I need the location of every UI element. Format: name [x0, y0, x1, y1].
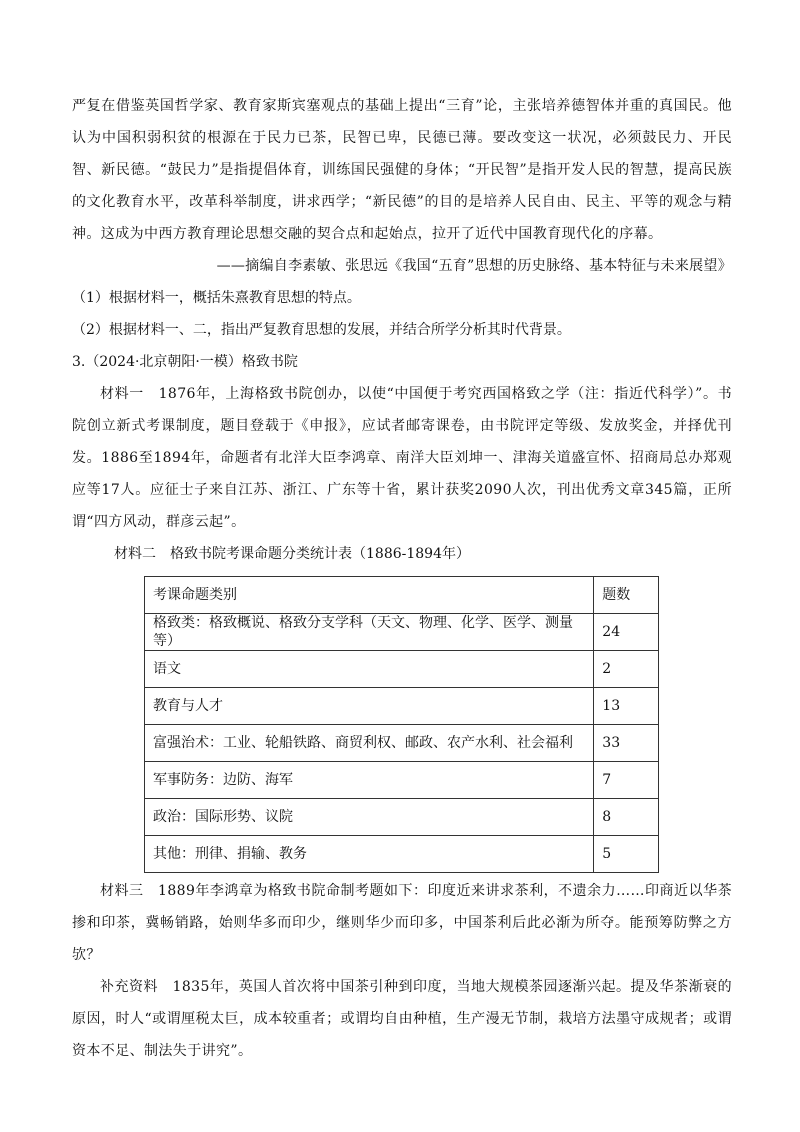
table-header-count: 题数	[594, 577, 659, 614]
table-cell-category: 其他：刑律、捐输、教务	[145, 836, 594, 873]
document-body	[72, 90, 732, 1067]
table-cell-category: 语文	[145, 651, 594, 688]
table-cell-category: 教育与人才	[145, 688, 594, 725]
table-row	[145, 836, 659, 873]
exam-topics-table	[144, 576, 659, 873]
table-cell-count: 2	[594, 651, 659, 688]
table-cell-category: 政治：国际形势、议院	[145, 799, 594, 836]
table-cell-count: 8	[594, 799, 659, 836]
table-header-category: 考课命题类别	[145, 577, 594, 614]
source-citation: ——摘编自李素敏、张思远《我国“五育”思想的历史脉络、基本特征与未来展望》	[216, 258, 732, 274]
table-cell-count: 33	[594, 725, 659, 762]
table-header-row	[145, 577, 659, 614]
table-row	[145, 762, 659, 799]
table-cell-count: 7	[594, 762, 659, 799]
question-1: （1）根据材料一，概括朱熹教育思想的特点。	[72, 290, 361, 306]
table-row	[145, 688, 659, 725]
material-1-paragraph: 材料一 1876年，上海格致书院创办，以使“中国便于考究西国格致之学（注：指近代科学）”。书院创立新式考课制度，题目登载于《申报》，应试者邮寄课卷，由书院评定等级、发放奖金，并择优刊发。1886至1894年，命题者有北洋大臣李鸿章、南洋大臣刘坤一、津海关道盛宣怀、招商局总办郑观应等17人。应征士子来自江苏、浙江、广东等十省，累计获奖2090人次，刊出优秀文章345篇，正所谓“四方风动，群彦云起”。	[72, 386, 732, 530]
table-row	[145, 614, 659, 651]
material-3-paragraph: 材料三 1889年李鸿章为格致书院命制考题如下：印度近来讲求茶利，不遗余力……印商近以华茶掺和印茶，冀畅销路，始则华多而印少，继则华少而印多，中国茶利后此必渐为所夺。能预筹防弊之方欤？	[72, 883, 732, 963]
table-row	[145, 799, 659, 836]
intro-paragraph: 严复在借鉴英国哲学家、教育家斯宾塞观点的基础上提出“三育”论，主张培养德智体并重的真国民。他认为中国积弱积贫的根源在于民力已茶，民智已卑，民德已薄。要改变这一状况，必须鼓民力、开民智、新民德。“鼓民力”是指提倡体育，训练国民强健的身体；“开民智”是指开发人民的智慧，提高民族的文化教育水平，改革科举制度，讲求西学；“新民德”的目的是培养人民自由、民主、平等的观念与精神。这成为中西方教育理论思想交融的契合点和起始点，拉开了近代中国教育现代化的序幕。	[72, 98, 732, 242]
material-2-title: 材料二 格致书院考课命题分类统计表（1886-1894年）	[114, 546, 470, 562]
question-2: （2）根据材料一、二，指出严复教育思想的发展，并结合所学分析其时代背景。	[72, 322, 571, 338]
supplement-paragraph: 补充资料 1835年，英国人首次将中国茶引种到印度，当地大规模茶园逐渐兴起。提及华茶渐衰的原因，时人“或谓厘税太巨，成本较重者；或谓均自由种植，生产漫无节制，栽培方法墨守成规者；或谓资本不足、制法失于讲究”。	[72, 979, 732, 1059]
table-cell-category: 富强治术：工业、轮船铁路、商贸利权、邮政、农产水利、社会福利	[145, 725, 594, 762]
item-3-heading: 3.（2024·北京朝阳·一模）格致书院	[72, 354, 298, 370]
table-row	[145, 725, 659, 762]
table-cell-category: 军事防务：边防、海军	[145, 762, 594, 799]
table-cell-count: 24	[594, 614, 659, 651]
table-cell-count: 13	[594, 688, 659, 725]
table-cell-count: 5	[594, 836, 659, 873]
table-row	[145, 651, 659, 688]
table-cell-category: 格致类：格致概说、格致分支学科（天文、物理、化学、医学、测量等）	[145, 614, 594, 651]
